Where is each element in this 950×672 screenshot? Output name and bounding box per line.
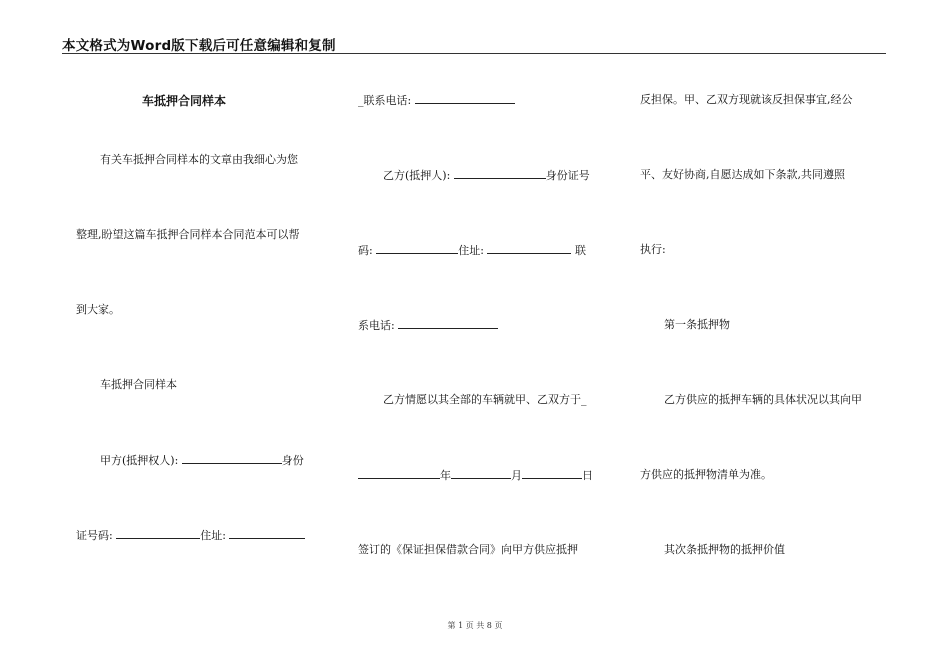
intro-line-2: 整理,盼望这篇车抵押合同样本合同范本可以帮 bbox=[76, 228, 300, 241]
party-a-label: 甲方(抵押权人): bbox=[100, 454, 179, 467]
col3-line-3: 执行: bbox=[640, 243, 666, 256]
contact-prefix: 联 bbox=[574, 244, 586, 257]
contact-blank bbox=[415, 93, 515, 104]
id-blank bbox=[116, 528, 200, 539]
document-header bbox=[62, 34, 886, 54]
party-b-line bbox=[383, 168, 590, 183]
document-title: 车抵押合同样本 bbox=[142, 94, 227, 108]
address-blank bbox=[229, 528, 305, 539]
intro-line-3: 到大家。 bbox=[76, 303, 120, 316]
day-label: 日 bbox=[582, 469, 593, 482]
col3-line-1: 反担保。甲、乙双方现就该反担保事宜,经公 bbox=[640, 93, 853, 106]
month-label: 月 bbox=[511, 469, 522, 482]
code-blank bbox=[376, 243, 458, 254]
address-blank-2 bbox=[487, 243, 571, 254]
article-1-heading: 第一条抵押物 bbox=[664, 318, 730, 331]
code-address-line bbox=[358, 243, 586, 258]
article-2-heading: 其次条抵押物的抵押价值 bbox=[664, 543, 785, 556]
intro-line-1: 有关车抵押合同样本的文章由我细心为您 bbox=[100, 153, 298, 166]
party-a-line bbox=[100, 453, 304, 468]
contact-line-2 bbox=[358, 318, 498, 333]
id-address-line bbox=[76, 528, 305, 543]
day-blank bbox=[522, 468, 582, 479]
address-label-2: 住址: bbox=[458, 244, 484, 257]
code-label: 码: bbox=[358, 244, 373, 257]
contact-line bbox=[358, 93, 515, 108]
col3-line-5: 乙方供应的抵押车辆的具体状况以其向甲 bbox=[664, 393, 862, 406]
date-line bbox=[358, 468, 593, 483]
party-a-blank bbox=[182, 453, 282, 464]
header-title: 本文格式为Word版下载后可任意编辑和复制 bbox=[62, 38, 336, 54]
party-b-suffix: 身份证号 bbox=[545, 169, 590, 182]
party-a-suffix: 身份 bbox=[281, 454, 304, 467]
year-blank bbox=[358, 468, 440, 479]
party-b-label: 乙方(抵押人): bbox=[383, 169, 451, 182]
contact-blank-2 bbox=[398, 318, 498, 329]
party-b-blank bbox=[454, 168, 546, 179]
year-label: 年 bbox=[440, 469, 451, 482]
contact-label: _联系电话: bbox=[358, 94, 412, 107]
contract-line: 签订的《保证担保借款合同》向甲方供应抵押 bbox=[358, 543, 578, 556]
contact-label-2: 系电话: bbox=[358, 319, 395, 332]
agree-line: 乙方情愿以其全部的车辆就甲、乙双方于_ bbox=[383, 393, 587, 406]
subtitle: 车抵押合同样本 bbox=[100, 378, 177, 391]
id-label: 证号码: bbox=[76, 529, 113, 542]
month-blank bbox=[451, 468, 511, 479]
col3-line-6: 方供应的抵押物清单为准。 bbox=[640, 468, 772, 481]
address-label: 住址: bbox=[200, 529, 226, 542]
col3-line-2: 平、友好协商,自愿达成如下条款,共同遵照 bbox=[640, 168, 845, 181]
page-number: 第 1 页 共 8 页 bbox=[447, 621, 503, 630]
